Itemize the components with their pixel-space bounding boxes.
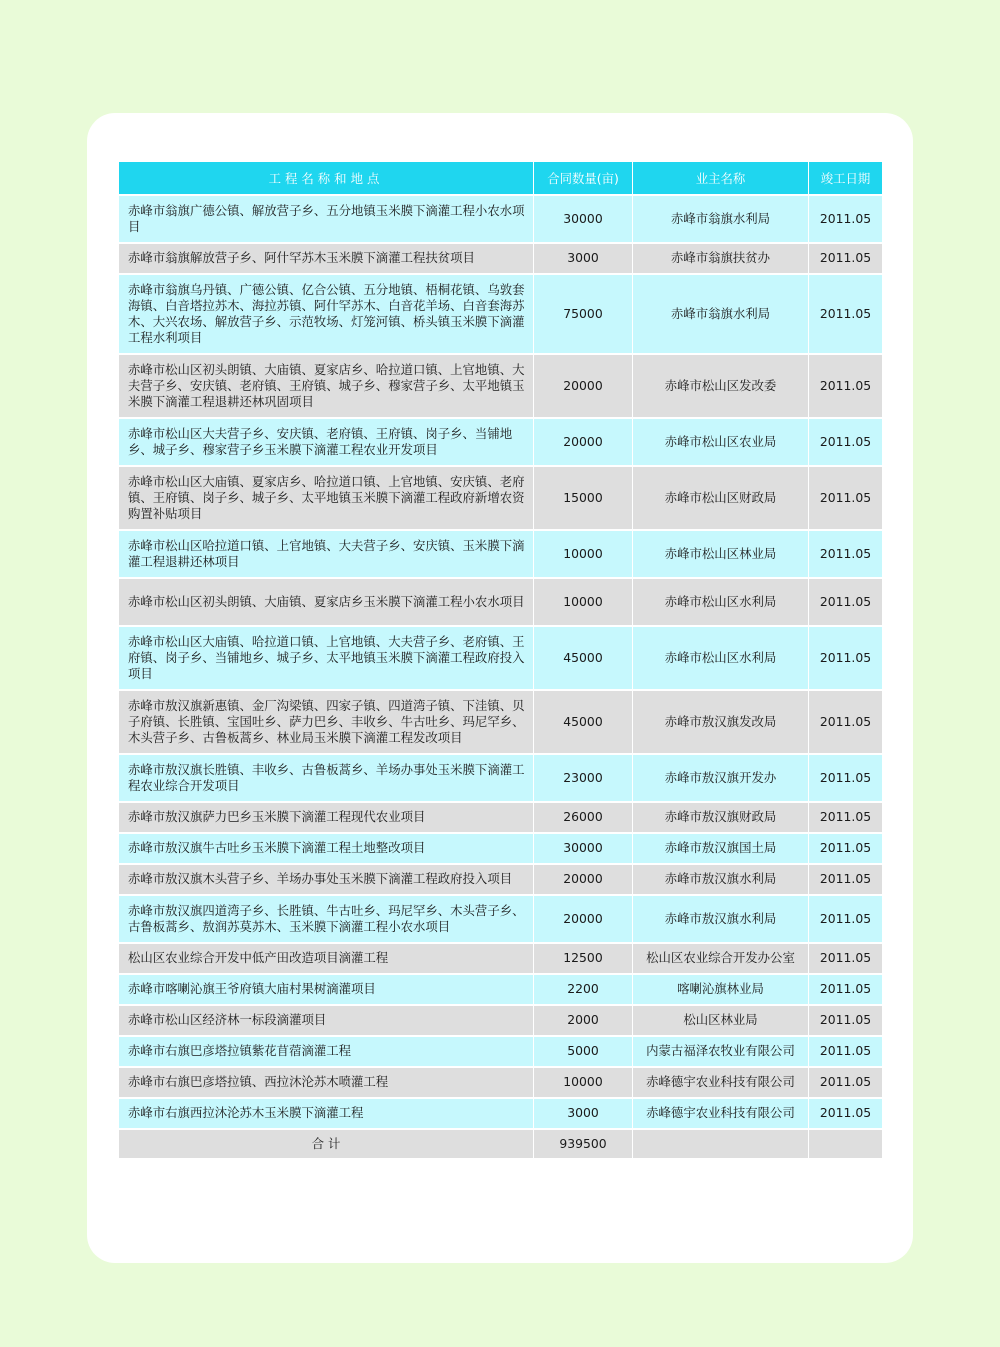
- project-name-cell: 赤峰市松山区大夫营子乡、安庆镇、老府镇、王府镇、岗子乡、当铺地乡、城子乡、穆家营子乡玉米膜下滴灌工程农业开发项目: [119, 417, 534, 465]
- project-table: [119, 162, 882, 1158]
- contract-quantity-cell: 15000: [534, 465, 633, 529]
- header-contract-quantity: 合同数量(亩): [534, 162, 633, 194]
- contract-quantity-cell: 23000: [534, 753, 633, 801]
- contract-quantity-cell: 12500: [534, 942, 633, 973]
- contract-quantity-cell: 30000: [534, 194, 633, 242]
- contract-quantity-cell: 26000: [534, 801, 633, 832]
- table-row: [119, 353, 882, 417]
- project-name-cell: 赤峰市右旗巴彦塔拉镇、西拉沐沦苏木喷灌工程: [119, 1066, 534, 1097]
- contract-quantity-cell: 10000: [534, 1066, 633, 1097]
- completion-date-cell: 2011.05: [809, 942, 882, 973]
- completion-date-cell: 2011.05: [809, 353, 882, 417]
- owner-name-cell: 赤峰市敖汉旗发改局: [633, 689, 809, 753]
- owner-name-cell: 松山区林业局: [633, 1004, 809, 1035]
- project-name-cell: 赤峰市敖汉旗木头营子乡、羊场办事处玉米膜下滴灌工程政府投入项目: [119, 863, 534, 894]
- project-name-cell: 赤峰市松山区大庙镇、夏家店乡、哈拉道口镇、上官地镇、安庆镇、老府镇、王府镇、岗子乡、城子乡、太平地镇玉米膜下滴灌工程政府新增农资购置补贴项目: [119, 465, 534, 529]
- table-header-row: [119, 162, 882, 194]
- table-row: [119, 894, 882, 942]
- table-row: [119, 801, 882, 832]
- table-row: [119, 417, 882, 465]
- project-name-cell: 松山区农业综合开发中低产田改造项目滴灌工程: [119, 942, 534, 973]
- contract-quantity-cell: 10000: [534, 529, 633, 577]
- table-row: [119, 1004, 882, 1035]
- project-name-cell: 赤峰市敖汉旗长胜镇、丰收乡、古鲁板蒿乡、羊场办事处玉米膜下滴灌工程农业综合开发项目: [119, 753, 534, 801]
- owner-name-cell: 喀喇沁旗林业局: [633, 973, 809, 1004]
- contract-quantity-cell: 5000: [534, 1035, 633, 1066]
- total-row: [119, 1128, 882, 1158]
- completion-date-cell: 2011.05: [809, 577, 882, 625]
- table-row: [119, 465, 882, 529]
- owner-name-cell: 赤峰市松山区水利局: [633, 625, 809, 689]
- total-quantity: 939500: [534, 1128, 633, 1158]
- contract-quantity-cell: 2000: [534, 1004, 633, 1035]
- table-row: [119, 753, 882, 801]
- header-owner-name: 业主名称: [633, 162, 809, 194]
- project-name-cell: 赤峰市敖汉旗四道湾子乡、长胜镇、牛古吐乡、玛尼罕乡、木头营子乡、古鲁板蒿乡、敖润苏莫苏木、玉米膜下滴灌工程小农水项目: [119, 894, 534, 942]
- project-name-cell: 赤峰市松山区初头朗镇、大庙镇、夏家店乡、哈拉道口镇、上官地镇、大夫营子乡、安庆镇、老府镇、王府镇、城子乡、穆家营子乡、太平地镇玉米膜下滴灌工程退耕还林巩固项目: [119, 353, 534, 417]
- completion-date-cell: 2011.05: [809, 863, 882, 894]
- table-row: [119, 942, 882, 973]
- owner-name-cell: 赤峰市松山区财政局: [633, 465, 809, 529]
- completion-date-cell: 2011.05: [809, 894, 882, 942]
- contract-quantity-cell: 20000: [534, 353, 633, 417]
- table-row: [119, 1035, 882, 1066]
- project-name-cell: 赤峰市松山区大庙镇、哈拉道口镇、上官地镇、大夫营子乡、老府镇、王府镇、岗子乡、当铺地乡、城子乡、太平地镇玉米膜下滴灌工程政府投入项目: [119, 625, 534, 689]
- table-row: [119, 863, 882, 894]
- completion-date-cell: 2011.05: [809, 753, 882, 801]
- project-name-cell: 赤峰市翁旗乌丹镇、广德公镇、亿合公镇、五分地镇、梧桐花镇、乌敦套海镇、白音塔拉苏木、海拉苏镇、阿什罕苏木、白音花羊场、白音套海苏木、大兴农场、解放营子乡、示范牧场、灯笼河镇、桥头镇玉米膜下滴灌工程水利项目: [119, 273, 534, 353]
- completion-date-cell: 2011.05: [809, 242, 882, 273]
- contract-quantity-cell: 45000: [534, 689, 633, 753]
- table-row: [119, 689, 882, 753]
- owner-name-cell: 赤峰市敖汉旗国土局: [633, 832, 809, 863]
- project-name-cell: 赤峰市敖汉旗新惠镇、金厂沟梁镇、四家子镇、四道湾子镇、下洼镇、贝子府镇、长胜镇、宝国吐乡、萨力巴乡、丰收乡、牛古吐乡、玛尼罕乡、木头营子乡、古鲁板蒿乡、林业局玉米膜下滴灌工程发改项目: [119, 689, 534, 753]
- table-row: [119, 625, 882, 689]
- completion-date-cell: 2011.05: [809, 194, 882, 242]
- owner-name-cell: 赤峰市翁旗扶贫办: [633, 242, 809, 273]
- table-row: [119, 194, 882, 242]
- table-row: [119, 1097, 882, 1128]
- table-row: [119, 1066, 882, 1097]
- contract-quantity-cell: 75000: [534, 273, 633, 353]
- project-name-cell: 赤峰市松山区经济林一标段滴灌项目: [119, 1004, 534, 1035]
- completion-date-cell: 2011.05: [809, 1066, 882, 1097]
- header-completion-date: 竣工日期: [809, 162, 882, 194]
- owner-name-cell: 赤峰德宇农业科技有限公司: [633, 1097, 809, 1128]
- owner-name-cell: 赤峰市松山区林业局: [633, 529, 809, 577]
- completion-date-cell: 2011.05: [809, 529, 882, 577]
- contract-quantity-cell: 2200: [534, 973, 633, 1004]
- total-label: 合 计: [119, 1128, 534, 1158]
- owner-name-cell: 内蒙古福泽农牧业有限公司: [633, 1035, 809, 1066]
- owner-name-cell: 松山区农业综合开发办公室: [633, 942, 809, 973]
- owner-name-cell: 赤峰市敖汉旗开发办: [633, 753, 809, 801]
- completion-date-cell: 2011.05: [809, 625, 882, 689]
- owner-name-cell: 赤峰市敖汉旗水利局: [633, 894, 809, 942]
- contract-quantity-cell: 3000: [534, 1097, 633, 1128]
- table-row: [119, 832, 882, 863]
- table-row: [119, 577, 882, 625]
- project-name-cell: 赤峰市喀喇沁旗王爷府镇大庙村果树滴灌项目: [119, 973, 534, 1004]
- project-name-cell: 赤峰市翁旗解放营子乡、阿什罕苏木玉米膜下滴灌工程扶贫项目: [119, 242, 534, 273]
- total-owner-empty: [633, 1128, 809, 1158]
- project-name-cell: 赤峰市右旗巴彦塔拉镇紫花苜蓿滴灌工程: [119, 1035, 534, 1066]
- completion-date-cell: 2011.05: [809, 832, 882, 863]
- header-project-name: 工程名称和地点: [119, 162, 534, 194]
- project-name-cell: 赤峰市松山区哈拉道口镇、上官地镇、大夫营子乡、安庆镇、玉米膜下滴灌工程退耕还林项目: [119, 529, 534, 577]
- owner-name-cell: 赤峰市敖汉旗水利局: [633, 863, 809, 894]
- owner-name-cell: 赤峰市松山区农业局: [633, 417, 809, 465]
- owner-name-cell: 赤峰市松山区水利局: [633, 577, 809, 625]
- completion-date-cell: 2011.05: [809, 801, 882, 832]
- contract-quantity-cell: 3000: [534, 242, 633, 273]
- contract-quantity-cell: 20000: [534, 894, 633, 942]
- completion-date-cell: 2011.05: [809, 273, 882, 353]
- completion-date-cell: 2011.05: [809, 973, 882, 1004]
- table-row: [119, 529, 882, 577]
- contract-quantity-cell: 20000: [534, 863, 633, 894]
- table-row: [119, 973, 882, 1004]
- project-name-cell: 赤峰市翁旗广德公镇、解放营子乡、五分地镇玉米膜下滴灌工程小农水项目: [119, 194, 534, 242]
- contract-quantity-cell: 20000: [534, 417, 633, 465]
- contract-quantity-cell: 45000: [534, 625, 633, 689]
- contract-quantity-cell: 10000: [534, 577, 633, 625]
- owner-name-cell: 赤峰市翁旗水利局: [633, 194, 809, 242]
- completion-date-cell: 2011.05: [809, 689, 882, 753]
- project-name-cell: 赤峰市右旗西拉沐沦苏木玉米膜下滴灌工程: [119, 1097, 534, 1128]
- owner-name-cell: 赤峰德宇农业科技有限公司: [633, 1066, 809, 1097]
- owner-name-cell: 赤峰市敖汉旗财政局: [633, 801, 809, 832]
- project-name-cell: 赤峰市敖汉旗牛古吐乡玉米膜下滴灌工程土地整改项目: [119, 832, 534, 863]
- total-date-empty: [809, 1128, 882, 1158]
- completion-date-cell: 2011.05: [809, 417, 882, 465]
- contract-quantity-cell: 30000: [534, 832, 633, 863]
- table-row: [119, 273, 882, 353]
- completion-date-cell: 2011.05: [809, 465, 882, 529]
- owner-name-cell: 赤峰市翁旗水利局: [633, 273, 809, 353]
- owner-name-cell: 赤峰市松山区发改委: [633, 353, 809, 417]
- completion-date-cell: 2011.05: [809, 1035, 882, 1066]
- completion-date-cell: 2011.05: [809, 1004, 882, 1035]
- table-row: [119, 242, 882, 273]
- completion-date-cell: 2011.05: [809, 1097, 882, 1128]
- project-name-cell: 赤峰市松山区初头朗镇、大庙镇、夏家店乡玉米膜下滴灌工程小农水项目: [119, 577, 534, 625]
- project-name-cell: 赤峰市敖汉旗萨力巴乡玉米膜下滴灌工程现代农业项目: [119, 801, 534, 832]
